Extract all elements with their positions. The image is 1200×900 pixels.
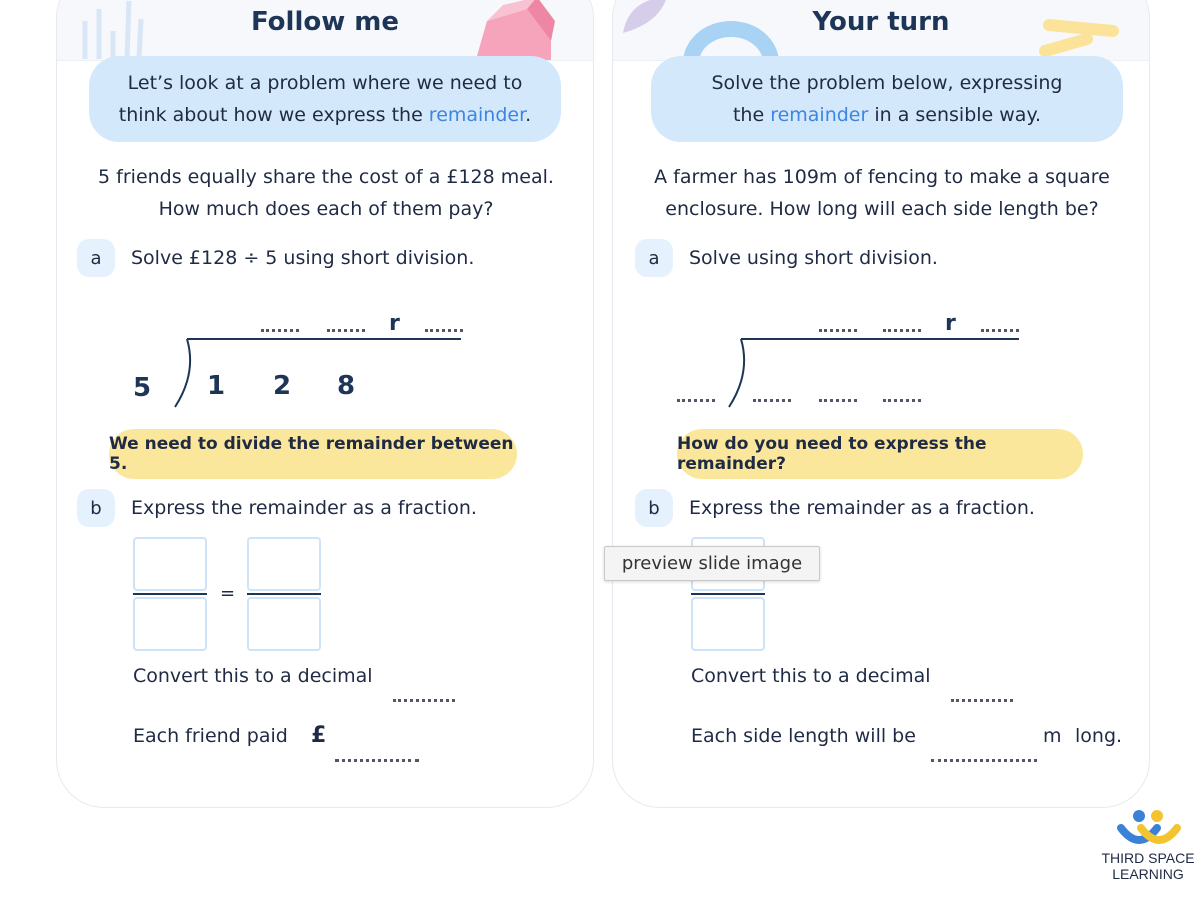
your-turn-card [612, 0, 1150, 808]
remainder-highlight: remainder [770, 104, 869, 126]
intro-line-1: Solve the problem below, expressing [711, 72, 1063, 94]
denominator-box[interactable] [133, 597, 207, 651]
remainder-symbol: r [945, 311, 956, 336]
hint-bubble: How do you need to express the remainder? [677, 429, 1083, 479]
part-b-badge: b [77, 489, 115, 527]
dividend-digit: 8 [337, 371, 356, 401]
dividend-blank[interactable] [883, 399, 921, 402]
answer-blank[interactable] [819, 329, 857, 332]
dividend-digit: 2 [273, 371, 292, 401]
fraction-bar [691, 593, 765, 595]
dividend-blank[interactable] [819, 399, 857, 402]
part-b-row [635, 489, 1035, 527]
card-body [57, 1, 594, 808]
remainder-symbol: r [389, 311, 400, 336]
dividend-digit: 1 [207, 371, 226, 401]
part-a-text: Solve £128 ÷ 5 using short division. [131, 247, 475, 269]
intro-text: the [732, 104, 771, 126]
fraction-bar [247, 593, 321, 595]
part-b-badge: b [635, 489, 673, 527]
answer-blank[interactable] [883, 329, 921, 332]
short-division-layout [613, 311, 1150, 421]
decimal-blank[interactable] [393, 699, 455, 702]
intro-text: think about how we express the [118, 104, 429, 126]
denominator-box[interactable] [247, 597, 321, 651]
logo-mark-icon [1113, 806, 1183, 850]
problem-line-2: enclosure. How long will each side length be? [665, 198, 1099, 220]
intro-text-end: in a sensible way. [868, 104, 1042, 126]
intro-bubble [89, 56, 561, 142]
remainder-blank[interactable] [981, 329, 1019, 332]
card-body [613, 1, 1150, 808]
hint-bubble: We need to divide the remainder between 5. [109, 429, 517, 479]
part-a-row [77, 239, 474, 277]
problem-line-1: A farmer has 109m of fencing to make a square [654, 166, 1110, 188]
part-a-text: Solve using short division. [689, 247, 938, 269]
answer-suffix: long. [1075, 725, 1123, 747]
intro-line-2 [89, 99, 561, 131]
part-b-text: Express the remainder as a fraction. [131, 497, 477, 519]
divisor-blank[interactable] [677, 399, 715, 402]
equals-sign: = [220, 583, 236, 604]
problem-line-1: 5 friends equally share the cost of a £128 meal. [98, 166, 554, 188]
numerator-box[interactable] [247, 537, 321, 591]
intro-text-end: . [525, 104, 532, 126]
brand-name-line-1: THIRD SPACE [1101, 850, 1195, 866]
part-a-row [635, 239, 938, 277]
convert-decimal-text: Convert this to a decimal [133, 665, 373, 687]
brand-name-line-2: LEARNING [1112, 866, 1184, 882]
answer-prefix: Each friend paid [133, 725, 288, 747]
problem-statement [57, 161, 594, 225]
denominator-box[interactable] [691, 597, 765, 651]
divisor: 5 [133, 373, 152, 403]
convert-decimal-text: Convert this to a decimal [691, 665, 931, 687]
currency-symbol: £ [311, 723, 327, 748]
decimal-blank[interactable] [951, 699, 1013, 702]
answer-blank[interactable] [261, 329, 299, 332]
intro-bubble [651, 56, 1123, 142]
answer-blank[interactable] [931, 759, 1037, 762]
third-space-learning-logo [1096, 806, 1200, 896]
answer-blank[interactable] [335, 759, 419, 762]
dividend-blank[interactable] [753, 399, 791, 402]
fraction-bar [133, 593, 207, 595]
remainder-blank[interactable] [425, 329, 463, 332]
problem-line-2: How much does each of them pay? [158, 198, 494, 220]
numerator-box[interactable] [133, 537, 207, 591]
answer-prefix: Each side length will be [691, 725, 916, 747]
card-title: Your turn [812, 7, 950, 37]
intro-line-2 [651, 99, 1123, 131]
intro-line-1: Let’s look at a problem where we need to [127, 72, 523, 94]
answer-blank[interactable] [327, 329, 365, 332]
part-b-text: Express the remainder as a fraction. [689, 497, 1035, 519]
short-division-layout [57, 311, 594, 421]
part-a-badge: a [635, 239, 673, 277]
follow-me-card [56, 0, 594, 808]
card-title: Follow me [250, 7, 400, 37]
answer-unit: m [1043, 725, 1062, 747]
problem-statement [613, 161, 1150, 225]
part-a-badge: a [77, 239, 115, 277]
part-b-row [77, 489, 477, 527]
remainder-highlight: remainder [428, 104, 526, 126]
preview-tooltip: preview slide image [604, 546, 820, 581]
